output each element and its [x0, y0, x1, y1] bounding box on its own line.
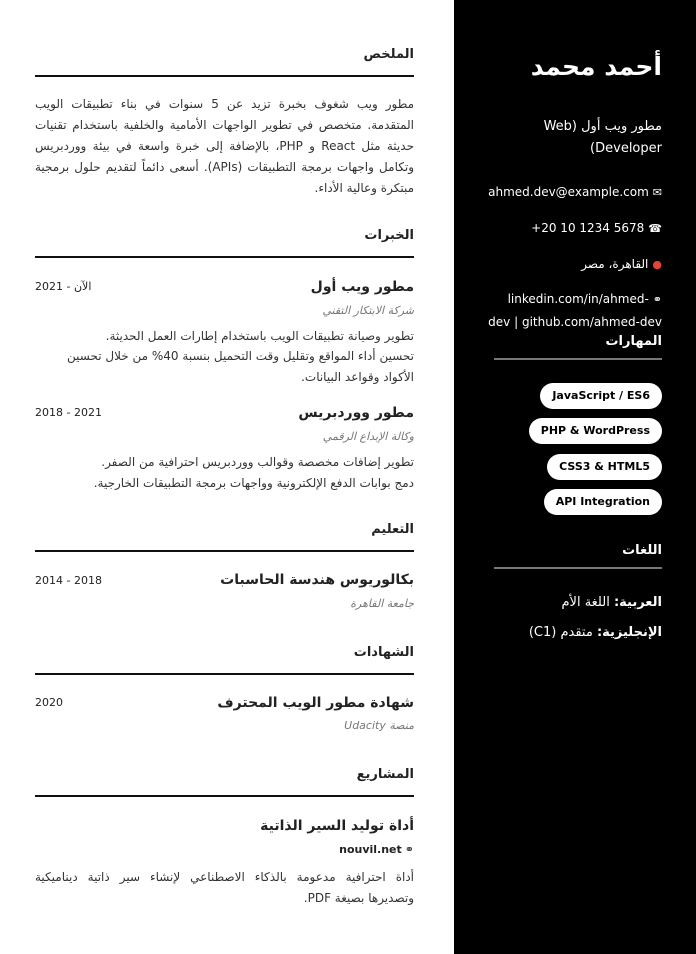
education-heading [35, 522, 414, 537]
phone-text: +20 10 1234 5678 [531, 221, 645, 235]
project-link-text: nouvil.net [339, 843, 402, 856]
envelope-icon: ✉ [652, 186, 662, 199]
experience-dates: 2018 - 2021 [35, 406, 102, 419]
experience-role: مطور ووردبريس [298, 405, 414, 421]
certificates-divider [35, 673, 414, 675]
skills-divider [494, 358, 662, 360]
link-icon: ⚭ [652, 293, 662, 306]
phone-icon: ☎ [648, 222, 662, 235]
language-item [529, 625, 662, 640]
certificate-name: شهادة مطور الويب المحترف [217, 695, 414, 711]
experience-bullet: دمج بوابات الدفع الإلكترونية وواجهات برمجة التطبيقات الخارجية. [93, 476, 414, 490]
projects-heading-text: المشاريع [356, 767, 414, 782]
languages-heading [494, 543, 662, 558]
profile-name: أحمد محمد [530, 52, 662, 81]
education-school: جامعة القاهرة [350, 597, 414, 610]
skill-badge: JavaScript / ES6 [540, 383, 662, 409]
link-icon: ⚭ [404, 843, 414, 856]
certificate-year: 2020 [35, 696, 63, 709]
languages-heading-text: اللغات [622, 543, 662, 558]
skill-badge: API Integration [544, 489, 662, 515]
certificates-heading-text: الشهادات [353, 645, 414, 660]
location-text: القاهرة، مصر [581, 257, 649, 271]
language-level: اللغة الأم [561, 595, 610, 610]
experience-company: وكالة الإبداع الرقمي [322, 430, 414, 443]
email-text: ahmed.dev@example.com [488, 185, 649, 199]
experience-heading-text: الخبرات [364, 228, 414, 243]
projects-heading [35, 767, 414, 782]
job-title: مطور ويب أول (Web Developer) [543, 119, 662, 156]
contact-email[interactable] [488, 181, 662, 204]
experience-bullet: تطوير إضافات مخصصة وقوالب ووردبريس احترافية من الصفر. [101, 455, 414, 469]
contact-links[interactable] [488, 288, 662, 333]
skill-badge: CSS3 & HTML5 [547, 454, 662, 480]
certificate-issuer: منصة Udacity [344, 719, 414, 732]
experience-bullet: تطوير وصيانة تطبيقات الويب باستخدام إطارات العمل الحديثة. [105, 329, 414, 343]
contact-location [488, 253, 662, 276]
project-name: أداة توليد السير الذاتية [260, 818, 414, 834]
project-description: أداة احترافية مدعومة بالذكاء الاصطناعي لإنشاء سير ذاتية ديناميكية وتصديرها بصيغة PDF. [35, 870, 414, 905]
language-level: متقدم (C1) [528, 625, 593, 640]
language-name: العربية: [613, 595, 662, 610]
sidebar [454, 0, 696, 954]
experience-role: مطور ويب أول [310, 279, 414, 295]
experience-company: شركة الابتكار التقني [322, 304, 414, 317]
skill-badge: PHP & WordPress [529, 418, 662, 444]
language-item [561, 595, 662, 610]
experience-divider [35, 256, 414, 258]
summary-heading-text: الملخص [363, 47, 414, 62]
contact-phone[interactable] [488, 217, 662, 240]
experience-bullet: تحسين أداء المواقع وتقليل وقت التحميل بنسبة 40% من خلال تحسين الأكواد وقواعد البيانات. [67, 349, 414, 384]
links-text: linkedin.com/in/ahmed-dev | github.com/ahmed-dev [488, 292, 662, 329]
summary-text: مطور ويب شغوف بخبرة تزيد عن 5 سنوات في بناء تطبيقات الويب المتقدمة. متخصص في تطوير الواجهات الأمامية والخلفية باستخدام تقنيات حديثة مثل React و PHP، بالإضافة إلى خبرة واسعة في بيئة ووردبريس وتكامل واجهات برمجة التطبيقات (APIs). أسعى دائماً لتقديم حلول برمجية مبتكرة وعالية الأداء. [35, 97, 415, 195]
experience-dates: 2021 - الآن [35, 280, 92, 293]
project-link[interactable] [339, 843, 414, 856]
summary-heading [35, 47, 414, 62]
skills-heading [494, 334, 662, 349]
education-heading-text: التعليم [371, 522, 414, 537]
certificates-heading [35, 645, 414, 660]
education-degree: بكالوريوس هندسة الحاسبات [220, 572, 414, 588]
experience-heading [35, 228, 414, 243]
pin-icon: ● [652, 258, 662, 271]
projects-divider [35, 795, 414, 797]
skills-heading-text: المهارات [605, 334, 662, 349]
language-name: الإنجليزية: [596, 625, 662, 640]
languages-divider [494, 567, 662, 569]
education-dates: 2014 - 2018 [35, 574, 102, 587]
summary-divider [35, 75, 414, 77]
education-divider [35, 550, 414, 552]
